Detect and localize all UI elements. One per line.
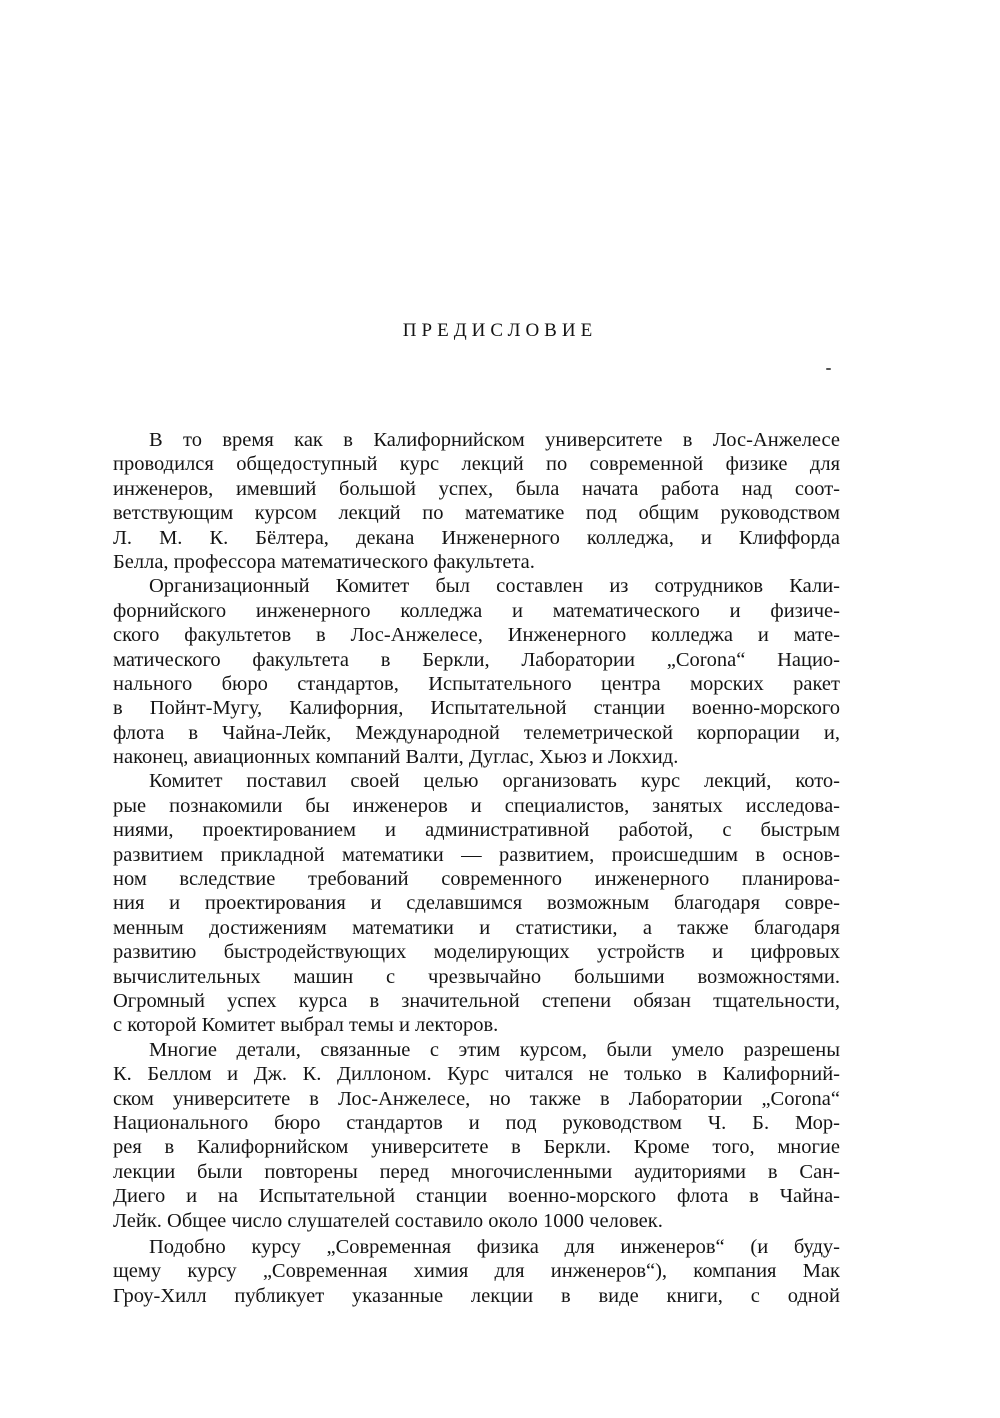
text-line: с которой Комитет выбрал темы и лекторов.: [113, 1014, 499, 1037]
text-line: ном вследствие требований современного инженерного планирова-: [113, 868, 840, 891]
text-line: ском университете в Лос-Анжелесе, но также в Лаборатории „Corona“: [113, 1087, 840, 1110]
text-line: наконец, авиационных компаний Валти, Дуглас, Хьюз и Локхид.: [113, 746, 679, 769]
text-line: флота в Чайна-Лейк, Международной телеметрической корпорации и,: [113, 721, 840, 744]
text-line: Огромный успех курса в значительной степени обязан тщательности,: [113, 989, 840, 1012]
text-line: инженеров, имевший большой успех, была начата работа над соот-: [113, 477, 840, 500]
text-line: К. Беллом и Дж. К. Диллоном. Курс читался не только в Калифорний-: [113, 1063, 840, 1086]
text-line: нального бюро стандартов, Испытательного центра морских ракет: [113, 672, 840, 695]
text-line: форнийского инженерного колледжа и математического и физиче-: [113, 599, 840, 622]
page-title: ПРЕДИСЛОВИЕ: [402, 320, 598, 341]
text-line: ского факультетов в Лос-Анжелесе, Инженерного колледжа и мате-: [113, 624, 840, 647]
paragraph-1: [113, 428, 840, 574]
text-line: Национального бюро стандартов и под руководством Ч. Б. Мор-: [113, 1111, 840, 1134]
text-line: рые познакомили бы инженеров и специалистов, занятых исследова-: [113, 794, 840, 817]
text-line: развитию быстродействующих моделирующих устройств и цифровых: [113, 941, 840, 964]
scan-artifact: [826, 368, 831, 370]
text-line: Подобно курсу „Современная физика для инженеров“ (и буду-: [149, 1235, 840, 1258]
paragraph-5: [113, 1235, 840, 1308]
text-line: ниями, проектированием и административной работой, с быстрым: [113, 819, 840, 842]
text-line: Многие детали, связанные с этим курсом, были умело разрешены: [149, 1038, 840, 1061]
text-line: Диего и на Испытательной станции военно-морского флота в Чайна-: [113, 1185, 840, 1208]
text-line: ветствующим курсом лекций по математике под общим руководством: [113, 502, 840, 525]
text-line: развитием прикладной математики — развитием, происшедшим в основ-: [113, 843, 840, 866]
text-line: проводился общедоступный курс лекций по современной физике для: [113, 453, 840, 476]
text-line: в Пойнт-Мугу, Калифорния, Испытательной станции военно-морского: [113, 697, 840, 720]
text-line: матического факультета в Беркли, Лаборатории „Corona“ Нацио-: [113, 648, 840, 671]
text-line: лекции были повторены перед многочисленными аудиториями в Сан-: [113, 1160, 840, 1183]
text-line: Лейк. Общее число слушателей составило около 1000 человек.: [113, 1209, 663, 1232]
preface-body: [113, 428, 840, 1308]
text-line: В то время как в Калифорнийском университете в Лос-Анжелесе: [149, 429, 840, 451]
paragraph-3: [113, 769, 840, 1037]
text-line: Гроу-Хилл публикует указанные лекции в виде книги, с одной: [113, 1284, 840, 1307]
text-line: Л. М. К. Бёлтера, декана Инженерного колледжа, и Клиффорда: [113, 526, 840, 549]
text-line: Организационный Комитет был составлен из сотрудников Кали-: [149, 575, 840, 598]
text-line: щему курсу „Современная химия для инженеров“), компания Мак: [113, 1260, 840, 1283]
text-line: Комитет поставил своей целью организовать курс лекций, кото-: [149, 770, 840, 793]
text-line: менным достижениям математики и статистики, а также благодаря: [113, 916, 840, 939]
paragraph-2: [113, 574, 840, 769]
paragraph-4: [113, 1038, 840, 1233]
text-line: ния и проектирования и сделавшимся возможным благодаря совре-: [113, 892, 840, 915]
text-line: Белла, профессора математического факультета.: [113, 550, 535, 573]
text-line: вычислительных машин с чрезвычайно большими возможностями.: [113, 965, 840, 988]
text-line: рея в Калифорнийском университете в Беркли. Кроме того, многие: [113, 1136, 840, 1159]
